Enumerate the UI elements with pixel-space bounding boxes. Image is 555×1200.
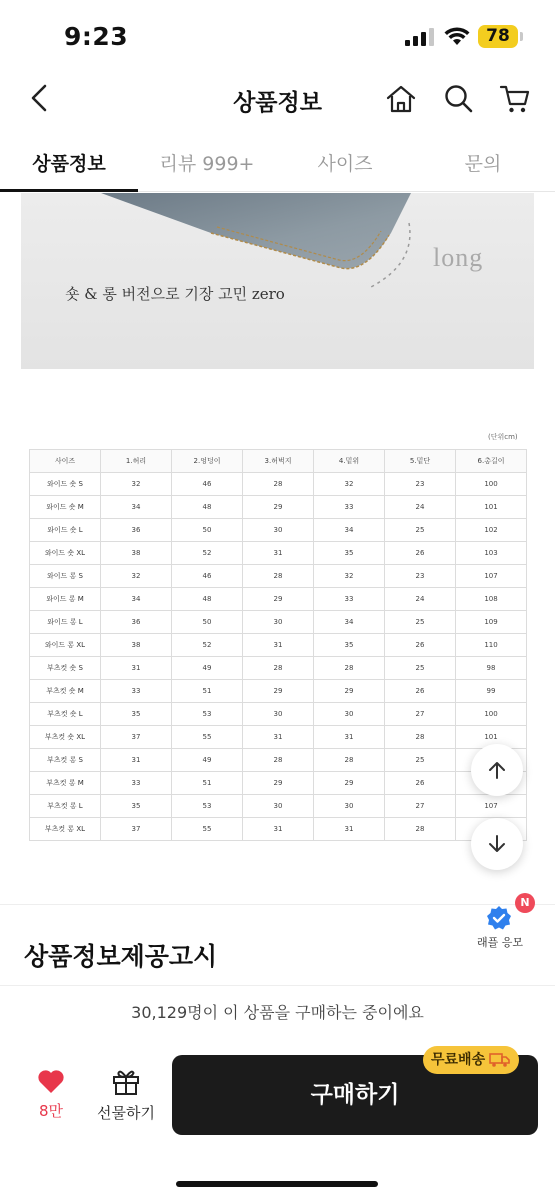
battery-tip xyxy=(520,32,523,41)
table-cell: 28 xyxy=(314,749,385,772)
table-cell: 50 xyxy=(172,519,243,542)
table-row xyxy=(30,703,527,726)
product-notice-title: 상품정보제공고시 xyxy=(24,942,218,971)
raffle-entry-button[interactable] xyxy=(467,895,533,961)
table-row xyxy=(30,772,527,795)
cart-icon[interactable] xyxy=(498,82,532,116)
home-icon[interactable] xyxy=(384,82,418,116)
table-row xyxy=(30,726,527,749)
table-row xyxy=(30,680,527,703)
table-cell: 와이드 숏 L xyxy=(30,519,101,542)
table-cell: 27 xyxy=(385,795,456,818)
table-cell: 31 xyxy=(243,542,314,565)
table-cell: 108 xyxy=(456,588,527,611)
table-cell: 36 xyxy=(101,611,172,634)
table-row xyxy=(30,795,527,818)
table-cell: 28 xyxy=(314,657,385,680)
table-cell: 38 xyxy=(101,634,172,657)
table-row xyxy=(30,588,527,611)
column-header: 사이즈 xyxy=(30,450,101,473)
table-cell: 32 xyxy=(101,473,172,496)
table-row xyxy=(30,542,527,565)
table-cell: 30 xyxy=(314,703,385,726)
table-cell: 48 xyxy=(172,496,243,519)
purchase-status-bar: 30,129명이 이 상품을 구매하는 중이에요 xyxy=(0,985,555,1039)
table-cell: 101 xyxy=(456,496,527,519)
table-cell: 25 xyxy=(385,749,456,772)
table-cell: 31 xyxy=(314,726,385,749)
table-cell: 부츠컷 숏 XL xyxy=(30,726,101,749)
table-cell: 26 xyxy=(385,680,456,703)
table-cell: 37 xyxy=(101,726,172,749)
table-cell: 26 xyxy=(385,542,456,565)
table-cell: 28 xyxy=(243,565,314,588)
table-cell: 26 xyxy=(385,634,456,657)
table-row xyxy=(30,749,527,772)
like-button[interactable] xyxy=(28,1068,74,1121)
table-cell: 30 xyxy=(243,611,314,634)
table-cell: 99 xyxy=(456,680,527,703)
table-row xyxy=(30,519,527,542)
table-cell: 부츠컷 숏 L xyxy=(30,703,101,726)
table-row xyxy=(30,496,527,519)
table-cell: 107 xyxy=(456,795,527,818)
table-cell: 52 xyxy=(172,542,243,565)
battery-indicator: 78 xyxy=(478,25,518,48)
table-row xyxy=(30,657,527,680)
jeans-hem-illustration xyxy=(21,193,534,369)
table-cell: 37 xyxy=(101,818,172,841)
gift-button[interactable] xyxy=(90,1068,162,1123)
column-header: 6.총길이 xyxy=(456,450,527,473)
table-cell: 34 xyxy=(314,519,385,542)
table-cell: 24 xyxy=(385,496,456,519)
wifi-icon xyxy=(444,26,470,46)
table-cell: 35 xyxy=(101,795,172,818)
table-cell: 29 xyxy=(243,496,314,519)
column-header: 3.허벅지 xyxy=(243,450,314,473)
table-cell: 33 xyxy=(101,772,172,795)
table-cell: 103 xyxy=(456,542,527,565)
tab-reviews[interactable]: 리뷰 999+ xyxy=(159,153,255,175)
image-caption: 숏 & 롱 버전으로 기장 고민 zero xyxy=(65,285,285,303)
table-cell: 29 xyxy=(314,772,385,795)
page-title: 상품정보 xyxy=(233,90,322,116)
column-header: 2.엉덩이 xyxy=(172,450,243,473)
table-cell: 109 xyxy=(456,611,527,634)
verified-badge-icon xyxy=(486,905,512,931)
tab-inquiry[interactable]: 문의 xyxy=(464,153,502,175)
table-row xyxy=(30,634,527,657)
table-cell: 28 xyxy=(385,818,456,841)
table-cell: 30 xyxy=(243,795,314,818)
gift-label: 선물하기 xyxy=(97,1104,155,1122)
table-cell: 100 xyxy=(456,473,527,496)
table-cell: 28 xyxy=(243,657,314,680)
top-header xyxy=(0,70,555,128)
home-indicator xyxy=(176,1181,378,1187)
table-cell: 23 xyxy=(385,565,456,588)
table-cell: 25 xyxy=(385,519,456,542)
buy-button[interactable]: 구매하기 xyxy=(172,1055,538,1135)
table-cell: 49 xyxy=(172,749,243,772)
table-cell: 28 xyxy=(385,726,456,749)
table-cell: 31 xyxy=(101,749,172,772)
table-cell: 55 xyxy=(172,726,243,749)
free-shipping-label: 무료배송 xyxy=(431,1052,486,1068)
table-cell: 46 xyxy=(172,473,243,496)
table-cell: 24 xyxy=(385,588,456,611)
table-cell: 35 xyxy=(101,703,172,726)
gift-icon xyxy=(111,1068,141,1096)
heart-icon xyxy=(37,1068,65,1094)
tab-product-info[interactable]: 상품정보 xyxy=(0,140,138,192)
table-cell: 35 xyxy=(314,542,385,565)
cellular-signal-icon xyxy=(405,28,435,46)
table-cell: 101 xyxy=(456,726,527,749)
table-cell: 와이드 숏 S xyxy=(30,473,101,496)
table-cell: 107 xyxy=(456,565,527,588)
table-cell: 110 xyxy=(456,634,527,657)
size-table xyxy=(29,449,527,841)
table-cell: 33 xyxy=(314,496,385,519)
table-cell: 46 xyxy=(172,565,243,588)
table-cell: 100 xyxy=(456,703,527,726)
table-cell: 35 xyxy=(314,634,385,657)
table-cell: 34 xyxy=(314,611,385,634)
tab-size[interactable]: 사이즈 xyxy=(317,153,373,175)
table-cell: 28 xyxy=(243,473,314,496)
product-detail-image xyxy=(21,193,534,369)
table-cell: 30 xyxy=(243,519,314,542)
table-cell: 와이드 롱 XL xyxy=(30,634,101,657)
free-shipping-badge xyxy=(423,1046,519,1074)
arrow-up-icon xyxy=(485,758,509,782)
table-cell: 50 xyxy=(172,611,243,634)
table-cell: 98 xyxy=(456,657,527,680)
bottom-action-bar xyxy=(0,1040,555,1200)
table-cell: 34 xyxy=(101,496,172,519)
like-count: 8만 xyxy=(38,1102,64,1120)
table-cell: 와이드 롱 M xyxy=(30,588,101,611)
table-cell: 부츠컷 숏 S xyxy=(30,657,101,680)
table-cell: 53 xyxy=(172,795,243,818)
table-cell: 31 xyxy=(314,818,385,841)
table-cell: 51 xyxy=(172,772,243,795)
table-cell: 29 xyxy=(314,680,385,703)
table-cell: 53 xyxy=(172,703,243,726)
search-icon[interactable] xyxy=(442,82,476,116)
table-cell: 29 xyxy=(243,680,314,703)
table-cell: 25 xyxy=(385,611,456,634)
table-cell: 51 xyxy=(172,680,243,703)
table-cell: 29 xyxy=(243,588,314,611)
raffle-label: 래플 응모 xyxy=(476,936,523,949)
table-cell: 38 xyxy=(101,542,172,565)
product-tabs xyxy=(0,140,555,192)
length-label: long xyxy=(433,243,484,272)
table-cell: 부츠컷 숏 M xyxy=(30,680,101,703)
table-cell: 102 xyxy=(456,519,527,542)
table-cell: 와이드 숏 XL xyxy=(30,542,101,565)
table-cell: 25 xyxy=(385,657,456,680)
table-cell: 27 xyxy=(385,703,456,726)
table-cell: 23 xyxy=(385,473,456,496)
table-cell: 29 xyxy=(243,772,314,795)
table-cell: 와이드 롱 S xyxy=(30,565,101,588)
table-cell: 32 xyxy=(101,565,172,588)
scroll-down-button[interactable] xyxy=(471,818,523,870)
table-cell: 와이드 롱 L xyxy=(30,611,101,634)
unit-label: (단위cm) xyxy=(488,433,518,441)
new-badge: N xyxy=(515,893,535,913)
arrow-down-icon xyxy=(485,832,509,856)
column-header: 5.밑단 xyxy=(385,450,456,473)
status-bar xyxy=(0,0,555,70)
table-cell: 33 xyxy=(314,588,385,611)
table-cell: 34 xyxy=(101,588,172,611)
table-cell: 32 xyxy=(314,565,385,588)
table-cell: 36 xyxy=(101,519,172,542)
table-row xyxy=(30,565,527,588)
table-row xyxy=(30,473,527,496)
table-cell: 31 xyxy=(243,634,314,657)
table-cell: 부츠컷 롱 M xyxy=(30,772,101,795)
truck-icon xyxy=(489,1052,511,1068)
table-cell: 31 xyxy=(243,726,314,749)
table-header-row xyxy=(30,450,527,473)
column-header: 1.허리 xyxy=(101,450,172,473)
table-cell: 부츠컷 롱 XL xyxy=(30,818,101,841)
table-row xyxy=(30,818,527,841)
table-cell: 52 xyxy=(172,634,243,657)
table-cell: 부츠컷 롱 L xyxy=(30,795,101,818)
table-cell: 부츠컷 롱 S xyxy=(30,749,101,772)
table-cell: 26 xyxy=(385,772,456,795)
table-cell: 30 xyxy=(314,795,385,818)
table-cell: 31 xyxy=(243,818,314,841)
table-cell: 49 xyxy=(172,657,243,680)
table-cell: 와이드 숏 M xyxy=(30,496,101,519)
table-cell: 33 xyxy=(101,680,172,703)
table-cell: 31 xyxy=(101,657,172,680)
table-cell: 48 xyxy=(172,588,243,611)
table-cell: 30 xyxy=(243,703,314,726)
table-cell: 55 xyxy=(172,818,243,841)
table-cell: 28 xyxy=(243,749,314,772)
table-cell: 32 xyxy=(314,473,385,496)
status-time: 9:23 xyxy=(64,22,129,51)
column-header: 4.밑위 xyxy=(314,450,385,473)
scroll-up-button[interactable] xyxy=(471,744,523,796)
table-row xyxy=(30,611,527,634)
